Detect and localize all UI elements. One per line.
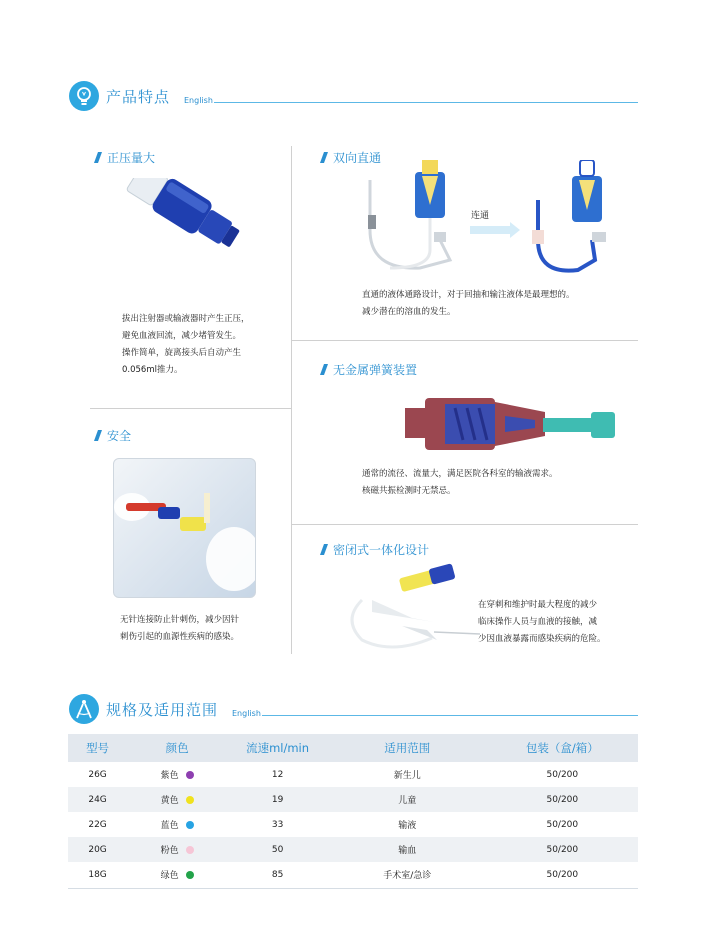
- desc-line: 拔出注射器或输液器时产生正压，: [122, 314, 250, 324]
- table-bottom-rule: [68, 888, 638, 889]
- col-header-color: 颜色: [127, 734, 227, 762]
- table-row: [68, 837, 638, 862]
- color-label: 蓝色: [160, 821, 179, 831]
- cross-section-illustration: [405, 394, 625, 458]
- lightbulb-icon: [69, 81, 99, 111]
- table-row: [68, 787, 638, 812]
- connect-label: 连通: [471, 211, 490, 221]
- cell-use: 儿童: [328, 787, 487, 812]
- section-eng-spec: English: [232, 709, 261, 718]
- desc-line: 临床操作人员与血液的接触，减: [478, 617, 598, 627]
- feature-desc-no-metal-spring: [362, 466, 558, 500]
- connector-image-positive-pressure: [118, 178, 258, 287]
- section-divider: [262, 715, 638, 716]
- feature-title-text: 正压量大: [107, 151, 156, 165]
- bidirectional-illustration: [360, 160, 630, 282]
- desc-line: 避免血液回流，减少堵管发生。: [122, 331, 242, 341]
- feature-title-text: 密闭式一体化设计: [333, 543, 430, 557]
- col-header-flow: 流速ml/min: [227, 734, 328, 762]
- cell-color: [127, 762, 227, 787]
- cell-color: [127, 862, 227, 887]
- cell-color: [127, 812, 227, 837]
- table-row: [68, 812, 638, 837]
- color-dot-icon: [186, 871, 194, 879]
- feature-title-no-metal-spring: [322, 361, 417, 378]
- feature-title-text: 安全: [107, 429, 132, 443]
- cell-pack: 50/200: [487, 787, 638, 812]
- desc-line: 通常的流径、流量大，满足医院各科室的输液需求。: [362, 469, 558, 479]
- cell-model: 22G: [88, 819, 107, 830]
- slash-icon: [320, 152, 328, 163]
- feature-title-closed-design: [322, 541, 429, 558]
- feature-title-safety: [96, 427, 131, 444]
- cell-flow: 50: [227, 837, 328, 862]
- desc-line: 刺伤引起的血源性疾病的感染。: [120, 632, 240, 642]
- cell-model: 26G: [88, 769, 107, 780]
- color-label: 粉色: [160, 846, 179, 856]
- cell-pack: 50/200: [546, 819, 579, 830]
- section-eng-features: English: [184, 96, 213, 105]
- desc-line: 无针连接防止针刺伤，减少因针: [120, 615, 240, 625]
- feature-desc-safety: [120, 612, 239, 646]
- compass-icon: [69, 694, 99, 724]
- col-header-use: 适用范围: [328, 734, 487, 762]
- desc-line: 减少潜在的溶血的发生。: [362, 307, 456, 317]
- section-title-features: 产品特点: [106, 88, 171, 106]
- table-header-row: [68, 734, 638, 762]
- color-dot-icon: [186, 846, 194, 854]
- row-divider: [292, 340, 638, 341]
- cell-pack: 50/200: [546, 769, 579, 780]
- safety-photo: [113, 458, 256, 598]
- slash-icon: [94, 430, 102, 441]
- cell-flow: 33: [271, 819, 284, 830]
- color-dot-icon: [186, 821, 194, 829]
- column-divider: [291, 146, 292, 654]
- cell-model: 18G: [88, 869, 107, 880]
- section-title-spec: 规格及适用范围: [106, 701, 219, 719]
- cell-flow: 12: [271, 769, 284, 780]
- col-header-pack: 包装（盒/箱）: [487, 734, 638, 762]
- color-label: 绿色: [160, 871, 179, 881]
- feature-desc-closed-design: [478, 597, 606, 648]
- slash-icon: [320, 364, 328, 375]
- cell-use: 输液: [398, 821, 417, 831]
- cell-model: 24G: [68, 787, 127, 812]
- feature-desc-positive-pressure: [122, 311, 250, 379]
- spec-table: [68, 734, 638, 887]
- desc-line: 在穿刺和维护时最大程度的减少: [478, 600, 598, 610]
- col-header-model: 型号: [68, 734, 127, 762]
- slash-icon: [94, 152, 102, 163]
- cell-color: [127, 837, 227, 862]
- section-divider: [214, 102, 638, 103]
- desc-line: 核磁共振检测时无禁忌。: [362, 486, 456, 496]
- color-dot-icon: [186, 771, 194, 779]
- row-divider: [292, 524, 638, 525]
- row-divider: [90, 408, 291, 409]
- cell-color: [127, 787, 227, 812]
- cell-flow: 85: [271, 869, 284, 880]
- feature-title-positive-pressure: [96, 149, 155, 166]
- desc-line: 0.056ml推力。: [122, 365, 183, 375]
- cell-pack: 50/200: [487, 837, 638, 862]
- feature-title-text: 无金属弹簧装置: [333, 363, 418, 377]
- table-row: [68, 762, 638, 787]
- cell-use: 新生儿: [393, 771, 421, 781]
- cell-use: 手术室/急诊: [383, 871, 432, 881]
- closed-catheter-illustration: [342, 560, 482, 659]
- feature-title-text: 双向直通: [333, 151, 382, 165]
- cell-pack: 50/200: [546, 869, 579, 880]
- color-dot-icon: [186, 796, 194, 804]
- cell-use: 输血: [328, 837, 487, 862]
- color-label: 黄色: [160, 796, 179, 806]
- color-label: 紫色: [160, 771, 179, 781]
- cell-model: 20G: [68, 837, 127, 862]
- slash-icon: [320, 544, 328, 555]
- desc-line: 操作简单，旋离接头后自动产生: [122, 348, 242, 358]
- feature-desc-bidirectional: [362, 287, 575, 321]
- desc-line: 直通的液体通路设计，对于回抽和输注液体是最理想的。: [362, 290, 575, 300]
- table-row: [68, 862, 638, 887]
- cell-flow: 19: [227, 787, 328, 812]
- desc-line: 少因血液暴露而感染疾病的危险。: [478, 634, 606, 644]
